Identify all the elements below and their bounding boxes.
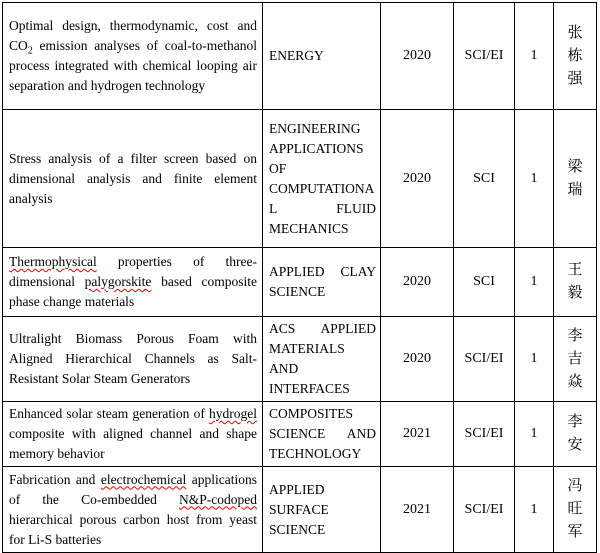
year-cell: 2020 — [381, 317, 454, 402]
table-row — [3, 3, 597, 110]
publications-table-body — [3, 3, 597, 553]
author-name-cell: 张栋强 — [554, 3, 597, 110]
publications-table — [2, 2, 597, 553]
paper-title-cell — [3, 3, 263, 110]
indexing-cell: SCI/EI — [454, 3, 515, 110]
title-text-segment: Enhanced solar steam generation of — [9, 406, 209, 421]
author-name-cell: 梁瑞 — [554, 110, 597, 248]
title-text-segment: Optimal design, thermodynamic, cost and CO — [9, 18, 257, 53]
subscript-digit: 2 — [27, 45, 33, 57]
title-text-segment: properties of three-dimensional — [9, 254, 257, 289]
indexing-cell: SCI/EI — [454, 467, 515, 553]
indexing-cell: SCI/EI — [454, 317, 515, 402]
year-cell: 2020 — [381, 3, 454, 110]
author-name-cell: 李吉焱 — [554, 317, 597, 402]
journal-cell: ENGINEERING APPLICATIONS OF COMPUTATIONAL FLUID MECHANICS — [263, 110, 381, 248]
journal-cell: ACS APPLIED MATERIALS AND INTERFACES — [263, 317, 381, 402]
misspelled-word: electrochemical — [100, 471, 187, 487]
rank-cell: 1 — [515, 402, 554, 467]
indexing-cell: SCI — [454, 110, 515, 248]
paper-title-cell — [3, 110, 263, 248]
title-text-segment: applications of the Co-embedded — [9, 471, 257, 507]
journal-cell: APPLIED CLAY SCIENCE — [263, 248, 381, 317]
paper-title-cell — [3, 317, 263, 402]
year-cell: 2020 — [381, 110, 454, 248]
indexing-cell: SCI/EI — [454, 402, 515, 467]
year-cell: 2020 — [381, 248, 454, 317]
journal-cell: COMPOSITES SCIENCE AND TECHNOLOGY — [263, 402, 381, 467]
table-row — [3, 110, 597, 248]
misspelled-word: N&P-codoped — [179, 491, 257, 507]
author-name-cell: 冯旺军 — [554, 467, 597, 553]
rank-cell: 1 — [515, 467, 554, 553]
title-text-segment: based composite phase change materials — [9, 274, 257, 309]
rank-cell: 1 — [515, 317, 554, 402]
table-row — [3, 317, 597, 402]
journal-cell: APPLIED SURFACE SCIENCE — [263, 467, 381, 553]
table-row — [3, 248, 597, 317]
title-text-segment: Fabrication and — [9, 471, 101, 487]
title-text-segment: composite with aligned channel and shape memory behavior — [9, 426, 257, 461]
misspelled-word: palygorskite — [84, 274, 152, 289]
rank-cell: 1 — [515, 248, 554, 317]
title-text-segment: emission analyses of coal-to-methanol process integrated with chemical looping air separation and hydrogen technology — [9, 38, 257, 93]
year-cell: 2021 — [381, 467, 454, 553]
title-text-segment: hierarchical porous carbon host from yeast for Li-S batteries — [9, 511, 257, 547]
author-name-cell: 王毅 — [554, 248, 597, 317]
paper-title-cell — [3, 467, 263, 553]
table-row — [3, 402, 597, 467]
misspelled-word: Thermophysical — [9, 254, 97, 269]
table-row — [3, 467, 597, 553]
journal-cell: ENERGY — [263, 3, 381, 110]
year-cell: 2021 — [381, 402, 454, 467]
title-text-segment: Stress analysis of a filter screen based on dimensional analysis and finite element analysis — [9, 150, 257, 206]
author-name-cell: 李安 — [554, 402, 597, 467]
indexing-cell: SCI — [454, 248, 515, 317]
rank-cell: 1 — [515, 3, 554, 110]
misspelled-word: hydrogel — [209, 406, 257, 421]
title-text-segment: Ultralight Biomass Porous Foam with Aligned Hierarchical Channels as Salt-Resistant Solar Steam Generators — [9, 331, 257, 386]
paper-title-cell — [3, 248, 263, 317]
paper-title-cell — [3, 402, 263, 467]
rank-cell: 1 — [515, 110, 554, 248]
